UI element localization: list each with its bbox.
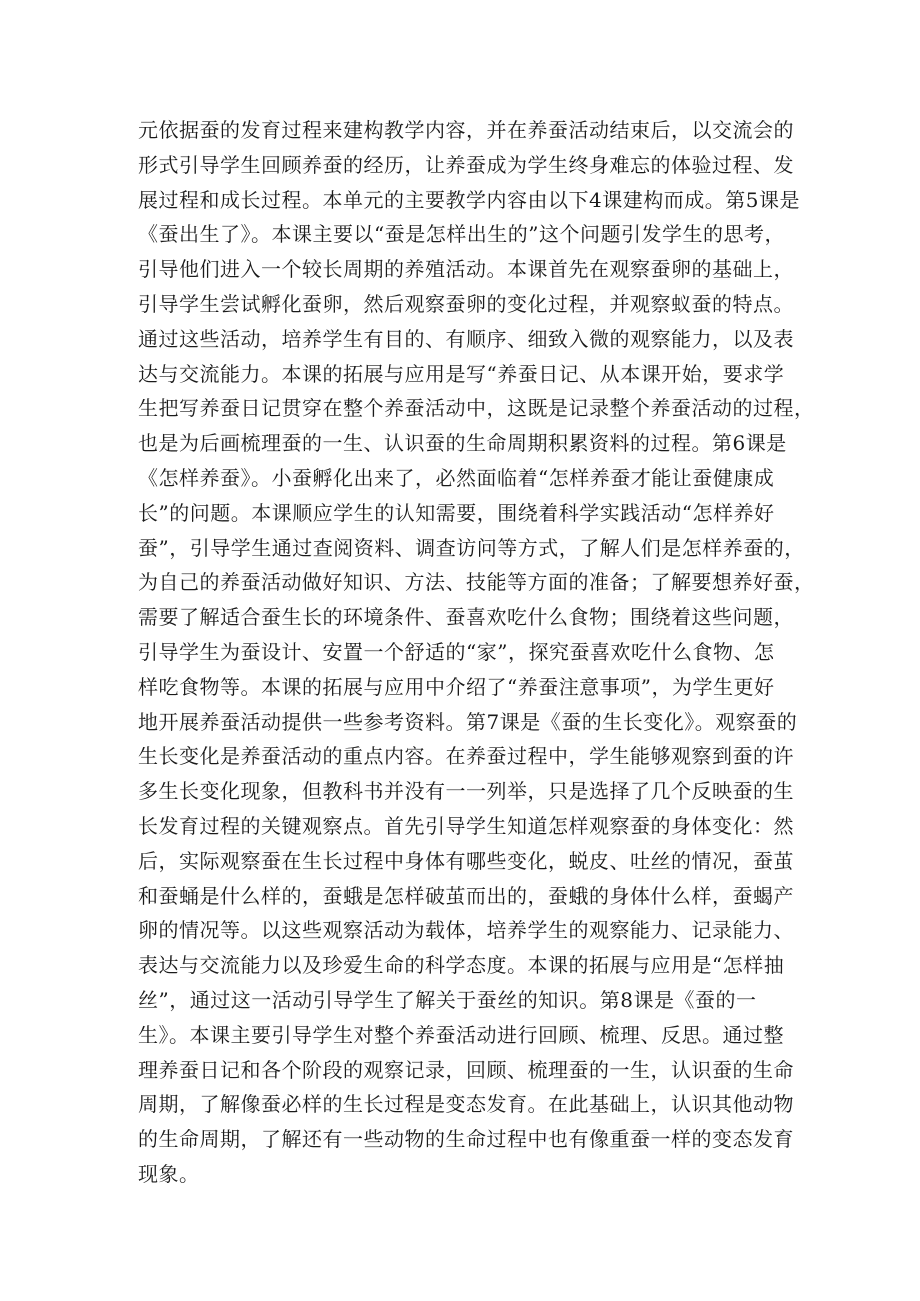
text-line: 长”的问题。本课顺应学生的认知需要，围绕着科学实践活动“怎样养好 [138, 500, 775, 525]
text-line: 引导他们进入一个较长周期的养殖活动。本课首先在观察蚕卵的基础上， [138, 257, 794, 282]
text-line: 引导学生尝试孵化蚕卵，然后观察蚕卵的变化过程，并观察蚁蚕的特点。 [138, 291, 794, 316]
body-paragraph [138, 113, 815, 1192]
text-line: 后，实际观察蚕在生长过程中身体有哪些变化，蜕皮、吐丝的情况，蚕茧 [138, 848, 794, 873]
text-line: 理养蚕日记和各个阶段的观察记录，回顾、梳理蚕的一生，认识蚕的生命 [138, 1057, 794, 1082]
text-line: 元依据蚕的发育过程来建构教学内容，并在养蚕活动结束后，以交流会的 [138, 118, 794, 142]
text-line: 形式引导学生回顾养蚕的经历，让养蚕成为学生终身难忘的体验过程、发 [138, 152, 794, 177]
text-line: 为自己的养蚕活动做好知识、方法、技能等方面的准备；了解要想养好蚕， [138, 570, 815, 595]
text-line: 生把写养蚕日记贯穿在整个养蚕活动中，这既是记录整个养蚕活动的过程， [138, 396, 815, 421]
text-line: 长发育过程的关键观察点。首先引导学生知道怎样观察蚕的身体变化：然 [138, 813, 794, 838]
text-line: 现象。 [138, 1161, 200, 1186]
text-line: 也是为后画梳理蚕的一生、认识蚕的生命周期积累资料的过程。第6课是 [138, 431, 787, 456]
text-line: 需要了解适合蚕生长的环境条件、蚕喜欢吃什么食物；围绕着这些问题， [138, 605, 794, 630]
text-line: 展过程和成长过程。本单元的主要教学内容由以下4课建构而成。第5课是 [138, 187, 800, 212]
text-line: 《蚕出生了》。本课主要以“蚕是怎样出生的”这个问题引发学生的思考， [138, 222, 785, 247]
text-line: 样吃食物等。本课的拓展与应用中介绍了“养蚕注意事项”，为学生更好 [138, 674, 775, 699]
text-line: 达与交流能力。本课的拓展与应用是写“养蚕日记、从本课开始，要求学 [138, 361, 785, 386]
text-line: 通过这些活动，培养学生有目的、有顺序、细致入微的观察能力，以及表 [138, 326, 794, 351]
text-line: 生》。本课主要引导学生对整个养蚕活动进行回顾、梳理、反思。通过整 [138, 1022, 784, 1047]
text-line: 表达与交流能力以及珍爱生命的科学态度。本课的拓展与应用是“怎样抽 [138, 953, 785, 978]
text-line: 卵的情况等。以这些观察活动为载体，培养学生的观察能力、记录能力、 [138, 918, 794, 943]
text-line: 的生命周期，了解还有一些动物的生命过程中也有像重蚕一样的变态发育 [138, 1127, 794, 1152]
text-line: 地开展养蚕活动提供一些参考资料。第7课是《蚕的生长变化》。观察蚕的 [138, 709, 798, 734]
text-line: 生长变化是养蚕活动的重点内容。在养蚕过程中，学生能够观察到蚕的许 [138, 744, 794, 769]
text-line: 周期，了解像蚕必样的生长过程是变态发育。在此基础上，认识其他动物 [138, 1092, 794, 1117]
text-line: 丝”，通过这一活动引导学生了解关于蚕丝的知识。第8课是《蚕的一 [138, 987, 757, 1012]
text-line: 《怎样养蚕》。小蚕孵化出来了，必然面临着“怎样养蚕才能让蚕健康成 [138, 465, 775, 490]
text-line: 蚕”，引导学生通过查阅资料、调查访问等方式，了解人们是怎样养蚕的， [138, 535, 805, 560]
text-line: 和蚕蛹是什么样的，蚕蛾是怎样破茧而出的，蚕蛾的身体什么样，蚕蝎产 [138, 883, 794, 908]
text-line: 多生长变化现象，但教科书并没有一一列举，只是选择了几个反映蚕的生 [138, 779, 794, 804]
text-line: 引导学生为蚕设计、安置一个舒适的“家”，探究蚕喜欢吃什么食物、怎 [138, 639, 775, 664]
